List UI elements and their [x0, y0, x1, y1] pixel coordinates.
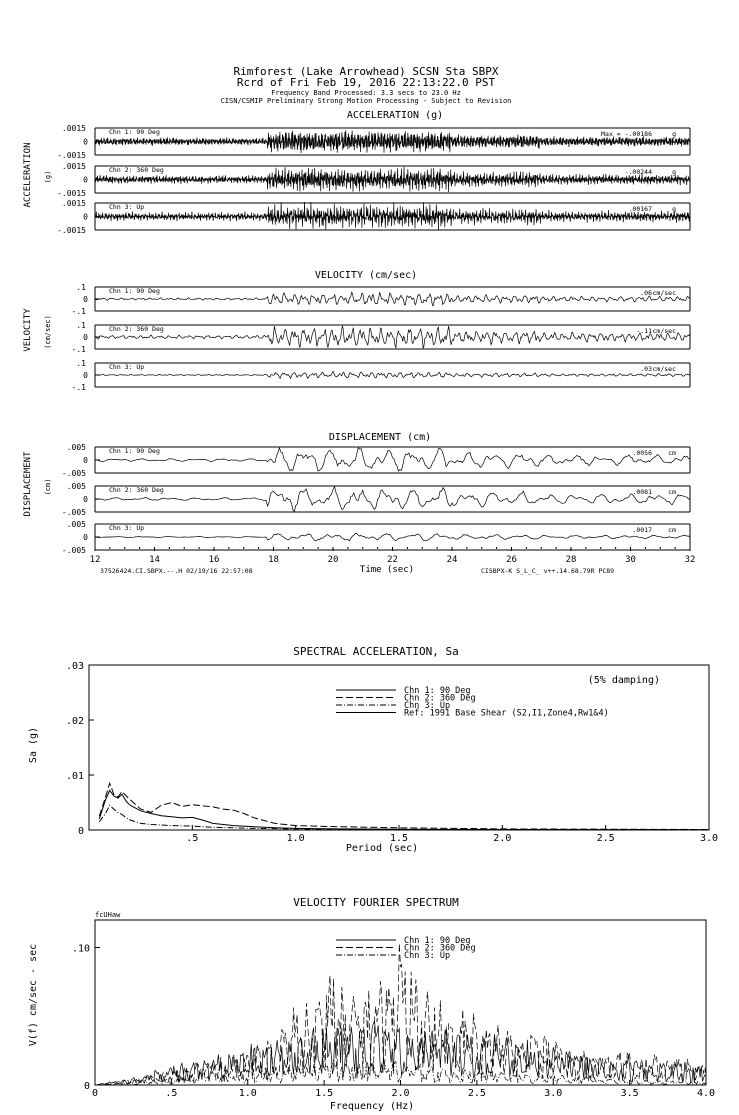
time-tick-label: 16	[208, 555, 220, 565]
displacement-ylabel: DISPLACEMENT	[23, 451, 33, 517]
channel-unit: cm	[668, 449, 676, 457]
channel-max-value: -.00244	[624, 168, 652, 176]
sa-legend	[336, 686, 609, 719]
sa-legend-label: Ref: 1991 Base Shear (S2,I1,Zone4,Rw1&4)	[404, 708, 609, 719]
time-tick-label: 12	[89, 555, 101, 565]
velocity-section	[23, 270, 690, 392]
channel-name: Chn 2: 360 Deg	[109, 486, 164, 494]
time-tick-label: 30	[625, 555, 636, 565]
time-tick-label: 18	[268, 555, 279, 565]
time-tick-label: 24	[446, 555, 458, 565]
channel-panel-0-1	[57, 162, 690, 198]
header-line-1: Rimforest (Lake Arrowhead) SCSN Sta SBPX	[233, 65, 499, 78]
acceleration-panels	[57, 124, 690, 235]
sa-series-line-1	[99, 783, 709, 829]
y-tick-top: .005	[66, 520, 86, 529]
sa-x-tick-label: .5	[186, 833, 199, 844]
channel-name: Chn 1: 90 Deg	[109, 287, 160, 295]
y-tick-top: .1	[76, 321, 86, 330]
channel-unit: cm/sec	[652, 365, 676, 373]
sa-annotation: (5% damping)	[587, 675, 660, 686]
fs-ylabel: V(f) cm/sec - sec	[28, 943, 39, 1047]
acceleration-section	[23, 110, 690, 235]
y-tick-zero: 0	[83, 495, 88, 504]
time-tick-label: 28	[565, 555, 577, 565]
y-tick-top: .1	[76, 359, 86, 368]
fourier-spectrum-chart	[28, 896, 715, 1112]
trace-line	[95, 371, 690, 378]
displacement-section	[23, 432, 695, 575]
sa-x-tick-label: 3.0	[699, 833, 719, 844]
time-axis-label: Time (sec)	[359, 565, 415, 575]
y-tick-bottom: -.0015	[57, 151, 86, 160]
y-tick-top: .0015	[61, 199, 86, 208]
channel-max-value: .0081	[632, 488, 652, 496]
velocity-panels	[72, 283, 690, 392]
sa-axes	[66, 661, 718, 844]
sa-y-tick-label: .02	[65, 716, 84, 727]
sa-y-tick-label: .01	[65, 771, 84, 782]
fs-title: VELOCITY FOURIER SPECTRUM	[293, 896, 459, 909]
displacement-title: DISPLACEMENT (cm)	[328, 432, 432, 443]
trace-line	[95, 533, 690, 541]
trace-line	[95, 486, 690, 511]
y-tick-zero: 0	[83, 456, 88, 465]
channel-panel-2-1	[62, 482, 690, 517]
y-tick-bottom: -.1	[71, 383, 86, 392]
channel-panel-1-2	[72, 359, 690, 392]
trace-line	[95, 202, 690, 230]
fs-xlabel: Frequency (Hz)	[329, 1101, 415, 1112]
sa-x-tick-label: 1.0	[286, 833, 305, 844]
sa-series-line-0	[99, 790, 709, 829]
channel-panel-0-0	[57, 124, 690, 160]
acceleration-title: ACCELERATION (g)	[346, 110, 444, 121]
sa-y-tick-label: 0	[77, 826, 84, 837]
channel-max-value: .0017	[632, 526, 652, 534]
sa-legend-label: Chn 3: Up	[404, 701, 451, 711]
channel-panel-0-2	[57, 199, 690, 235]
trace-line	[95, 448, 690, 471]
y-tick-top: .0015	[61, 162, 86, 171]
sa-series	[89, 783, 709, 830]
trace-line	[95, 326, 690, 349]
channel-unit: cm/sec	[652, 289, 676, 297]
sa-title: SPECTRAL ACCELERATION, Sa	[293, 645, 459, 658]
y-tick-zero: 0	[83, 371, 88, 380]
fs-legend	[336, 936, 476, 961]
channel-panel-1-0	[72, 283, 690, 316]
fs-x-tick-label: 1.5	[315, 1088, 334, 1099]
channel-max-value: .03	[640, 365, 652, 373]
channel-unit: cm	[668, 488, 676, 496]
fs-legend-label: Chn 3: Up	[404, 951, 451, 961]
time-tick-label: 32	[684, 555, 696, 565]
acceleration-ylabel: ACCELERATION	[23, 142, 33, 208]
velocity-ylabel: VELOCITY	[23, 308, 33, 352]
sa-legend-label: Chn 2: 360 Deg	[404, 693, 476, 704]
channel-name: Chn 3: Up	[109, 524, 145, 532]
channel-name: Chn 2: 360 Deg	[109, 166, 164, 174]
sa-x-tick-label: 2.5	[596, 833, 615, 844]
y-tick-bottom: -.0015	[57, 226, 86, 235]
channel-unit: cm/sec	[652, 327, 676, 335]
fs-x-tick-label: 4.0	[696, 1088, 716, 1099]
time-tick-label: 26	[506, 555, 517, 565]
figure-header	[221, 65, 512, 105]
y-tick-bottom: -.1	[71, 307, 86, 316]
fs-x-tick-label: 1.0	[238, 1088, 257, 1099]
y-tick-top: .0015	[61, 124, 86, 133]
header-line-3: Frequency Band Processed: 3.3 secs to 23.0 Hz	[271, 89, 461, 97]
channel-max-value: Max = -.00186	[601, 130, 652, 138]
channel-max-value: .0056	[632, 449, 652, 457]
y-tick-bottom: -.005	[61, 508, 86, 517]
fs-y-tick-label: .10	[71, 943, 90, 955]
fs-x-tick-label: 3.0	[544, 1088, 563, 1099]
channel-panel-1-1	[72, 321, 690, 354]
y-tick-bottom: -.1	[71, 345, 86, 354]
channel-unit: cm	[668, 526, 676, 534]
fs-legend-label: Chn 1: 90 Deg	[404, 936, 471, 946]
footer-left-id: 37526424.CI.SBPX.--.H 02/19/16 22:57:08	[100, 567, 253, 575]
y-tick-bottom: -.005	[61, 469, 86, 478]
y-tick-bottom: -.0015	[57, 189, 86, 198]
fs-x-tick-label: 0	[91, 1088, 99, 1099]
sa-x-tick-label: 2.0	[493, 833, 512, 844]
channel-unit: g	[672, 168, 676, 176]
header-line-4: CISN/CSMIP Preliminary Strong Motion Processing - Subject to Revision	[220, 97, 512, 105]
fs-axes	[72, 944, 715, 1100]
channel-panel-2-0	[62, 443, 690, 478]
channel-name: Chn 3: Up	[109, 363, 145, 371]
displacement-panels	[62, 443, 690, 555]
fs-legend-label: Chn 2: 360 Deg	[404, 943, 476, 954]
y-tick-zero: 0	[83, 333, 88, 342]
fs-x-tick-label: .5	[165, 1088, 178, 1099]
time-tick-label: 20	[327, 555, 339, 565]
channel-panel-2-2	[62, 520, 690, 555]
fs-x-tick-label: 3.5	[620, 1088, 639, 1099]
channel-max-value: .00167	[628, 205, 652, 213]
sa-ylabel: Sa (g)	[28, 726, 39, 764]
y-tick-top: .005	[66, 482, 86, 491]
time-tick-label: 14	[149, 555, 160, 565]
trace-line	[95, 292, 690, 305]
y-tick-top: .1	[76, 283, 86, 292]
sa-xlabel: Period (sec)	[345, 843, 419, 854]
channel-max-value: .06	[640, 289, 652, 297]
header-line-2: Rcrd of Fri Feb 19, 2016 22:13:22.0 PST	[236, 76, 496, 89]
acceleration-units: (g)	[44, 170, 52, 184]
fs-y-tick-label: 0	[83, 1081, 90, 1092]
displacement-units: (cm)	[44, 478, 52, 496]
fs-x-tick-label: 2.0	[391, 1088, 410, 1099]
y-tick-zero: 0	[83, 137, 88, 147]
trace-line	[95, 167, 690, 192]
channel-name: Chn 1: 90 Deg	[109, 128, 160, 136]
spectral-acceleration-chart	[28, 645, 718, 854]
sa-plot-frame	[89, 665, 709, 830]
channel-name: Chn 2: 360 Deg	[109, 325, 164, 333]
y-tick-zero: 0	[83, 533, 88, 542]
y-tick-zero: 0	[83, 175, 88, 185]
channel-max-value: -.11	[636, 327, 652, 335]
sa-x-tick-label: 1.5	[389, 833, 409, 844]
channel-unit: g	[672, 130, 676, 138]
y-tick-bottom: -.005	[61, 546, 86, 555]
y-tick-zero: 0	[83, 295, 88, 304]
fs-series	[95, 943, 706, 1085]
time-tick-label: 22	[387, 555, 398, 565]
fs-x-tick-label: 2.5	[467, 1088, 486, 1099]
y-tick-top: .005	[66, 443, 86, 452]
velocity-title: VELOCITY (cm/sec)	[314, 270, 418, 281]
velocity-units: (cm/sec)	[44, 315, 52, 349]
channel-name: Chn 1: 90 Deg	[109, 447, 160, 455]
channel-unit: g	[672, 205, 676, 213]
channel-name: Chn 3: Up	[109, 203, 145, 211]
sa-legend-label: Chn 1: 90 Deg	[404, 686, 471, 696]
footer-right-id: CISBPX-K S_L_C_ v++.14.68.79R PC89	[481, 567, 615, 575]
sa-y-tick-label: .03	[65, 661, 84, 672]
fs-corner-label: fcUHaw	[95, 911, 121, 919]
y-tick-zero: 0	[83, 212, 88, 222]
